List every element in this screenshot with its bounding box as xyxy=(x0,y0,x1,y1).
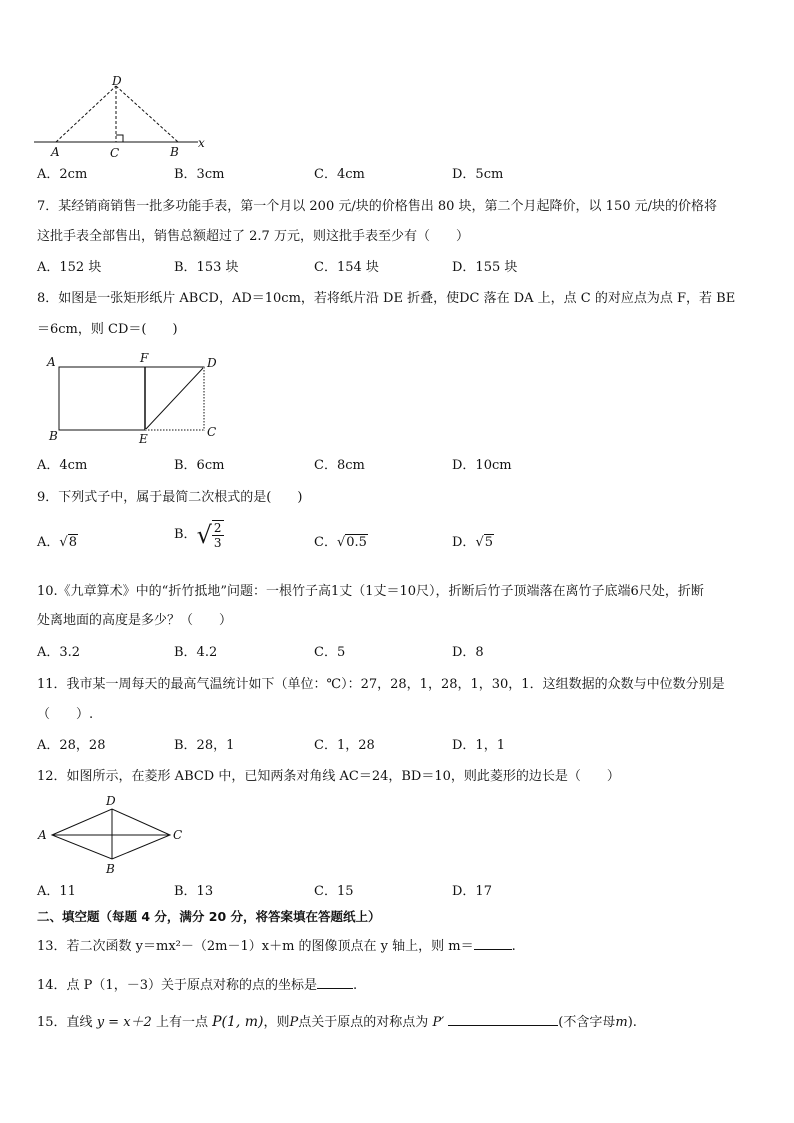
q15-stem-part2: 上有一点 xyxy=(155,1015,208,1030)
q15-letter-m: m xyxy=(615,1015,628,1030)
q10-stem-line2: 处离地面的高度是多少？（ ） xyxy=(37,613,233,628)
q14-stem: 14．点 P（1，－3）关于原点对称的点的坐标是 xyxy=(37,978,317,993)
sqrt-symbol: √ xyxy=(336,535,346,550)
q8-label-f: F xyxy=(140,351,149,365)
q6-option-c: C．4cm xyxy=(314,167,365,182)
q12-option-a: A．11 xyxy=(37,884,76,899)
q12-option-b: B．13 xyxy=(174,884,214,899)
q8-label-c: C xyxy=(207,425,217,439)
q7-options xyxy=(37,259,757,277)
q12-options xyxy=(37,883,757,901)
q8-stem-line2: ＝6cm，则 CD＝( ) xyxy=(37,322,178,337)
q8-option-a: A．4cm xyxy=(37,458,88,473)
q8-options xyxy=(37,457,757,475)
q8-label-e: E xyxy=(139,432,148,446)
q15-stem-part7: (不含字母 xyxy=(558,1015,616,1030)
q6-label-d: D xyxy=(112,74,122,88)
q9-option-c-prefix: C． xyxy=(314,535,337,550)
q9-option-b xyxy=(174,520,224,550)
q8-option-d: D．10cm xyxy=(452,458,512,473)
q7-stem-line1: 7．某经销商销售一批多功能手表，第一个月以 200 元/块的价格售出 80 块，第二个月起降价，以 150 元/块的价格将 xyxy=(37,199,717,214)
q15-point-p: P xyxy=(289,1015,299,1030)
q8-stem-line1: 8．如图是一张矩形纸片 ABCD，AD＝10cm，若将纸片沿 DE 折叠，使DC 落在 DA 上，点 C 的对应点为点 F，若 BE xyxy=(37,291,736,306)
q7-option-a: A．152 块 xyxy=(37,260,102,275)
q15-stem-part1: 15．直线 xyxy=(37,1015,93,1030)
q13 xyxy=(37,936,516,956)
section-title-fill-in: 二、填空题（每题 4 分，满分 20 分，将答案填在答题纸上） xyxy=(37,909,381,924)
q6-label-x: x xyxy=(198,136,205,150)
q12-stem: 12．如图所示，在菱形 ABCD 中，已知两条对角线 AC＝24，BD＝10，则此菱形的边长是（ ） xyxy=(37,769,620,784)
q9-option-c xyxy=(314,534,368,552)
q11-option-d: D．1，1 xyxy=(452,738,505,753)
q8-label-a: A xyxy=(47,355,56,369)
q6-label-a: A xyxy=(51,145,60,159)
q11-options xyxy=(37,737,757,755)
q7-option-c: C．154 块 xyxy=(314,260,379,275)
q15-answer-blank[interactable] xyxy=(448,1012,558,1026)
q11-option-a: A．28，28 xyxy=(37,738,106,753)
q6-options xyxy=(37,166,757,184)
q15 xyxy=(37,1012,637,1032)
q7-option-d: D．155 块 xyxy=(452,260,518,275)
sqrt-symbol: √ xyxy=(196,521,212,549)
q15-line-equation: y = x＋2 xyxy=(96,1015,152,1030)
q12-option-c: C．15 xyxy=(314,884,354,899)
q7-stem-line2: 这批手表全部售出，销售总额超过了 2.7 万元，则这批手表至少有（ ） xyxy=(37,229,469,244)
q15-stem-end: ). xyxy=(627,1015,637,1030)
q6-label-c: C xyxy=(110,146,120,160)
q9-stem: 9．下列式子中，属于最简二次根式的是( ) xyxy=(37,490,303,505)
q8-label-b: B xyxy=(49,429,58,443)
q12-label-c: C xyxy=(173,828,183,842)
q13-stem: 13．若二次函数 y＝mx²－（2m－1）x＋m 的图像顶点在 y 轴上，则 m＝ xyxy=(37,939,474,954)
q11-stem-line2: （ ）. xyxy=(37,707,94,722)
q6-label-b: B xyxy=(170,145,179,159)
q12-label-b: B xyxy=(106,862,115,876)
q10-options xyxy=(37,644,757,662)
sqrt-symbol: √ xyxy=(475,535,484,550)
q7-option-b: B．153 块 xyxy=(174,260,239,275)
q8-option-b: B．6cm xyxy=(174,458,225,473)
q8-label-d: D xyxy=(207,356,217,370)
q9-option-d-radicand: 5 xyxy=(484,535,494,550)
q9-option-b-fraction xyxy=(212,520,224,550)
q9-option-a xyxy=(37,534,78,552)
q6-option-a: A．2cm xyxy=(37,167,88,182)
q9-option-b-prefix: B． xyxy=(174,527,197,542)
q6-option-b: B．3cm xyxy=(174,167,225,182)
q12-label-d: D xyxy=(106,794,116,808)
q9-option-d xyxy=(452,534,494,552)
q6-option-d: D．5cm xyxy=(452,167,504,182)
q15-point-p-prime: P′ xyxy=(432,1015,445,1030)
q9-options xyxy=(37,521,757,560)
q11-stem-line1: 11．我市某一周每天的最高气温统计如下（单位：℃）：27，28，1，28，1，30，1．这组数据的众数与中位数分别是 xyxy=(37,677,725,692)
q10-option-d: D．8 xyxy=(452,645,484,660)
q8-option-c: C．8cm xyxy=(314,458,365,473)
q15-stem-part5: 点关于原点的对称点为 xyxy=(298,1015,429,1030)
q14-answer-blank[interactable] xyxy=(317,975,353,989)
q9-option-b-denominator: 3 xyxy=(213,536,222,550)
q9-option-b-numerator: 2 xyxy=(213,521,222,535)
q9-option-a-prefix: A． xyxy=(37,535,60,550)
q11-option-b: B．28，1 xyxy=(174,738,235,753)
q15-stem-part3: ，则 xyxy=(263,1015,290,1030)
q14-stem-end: . xyxy=(352,978,358,993)
q12-label-a: A xyxy=(38,828,47,842)
q15-point: P(1, m) xyxy=(212,1014,264,1030)
q12-option-d: D．17 xyxy=(452,884,492,899)
q9-option-d-prefix: D． xyxy=(452,535,476,550)
q10-option-c: C．5 xyxy=(314,645,346,660)
q10-option-a: A．3.2 xyxy=(37,645,81,660)
q9-option-a-radicand: 8 xyxy=(68,535,77,550)
q14 xyxy=(37,975,357,995)
q13-answer-blank[interactable] xyxy=(474,936,512,950)
q13-stem-end: . xyxy=(511,939,516,954)
q6-figure xyxy=(32,74,217,160)
q10-option-b: B．4.2 xyxy=(174,645,218,660)
q10-stem-line1: 10.《九章算术》中的“折竹抵地”问题：一根竹子高1丈（1丈＝10尺），折断后竹子顶端落在离竹子底端6尺处，折断 xyxy=(37,584,704,599)
q9-option-c-radicand: 0.5 xyxy=(346,535,367,550)
sqrt-symbol: √ xyxy=(59,535,68,550)
q12-figure xyxy=(36,793,186,877)
q8-figure xyxy=(44,350,224,446)
q11-option-c: C．1，28 xyxy=(314,738,375,753)
